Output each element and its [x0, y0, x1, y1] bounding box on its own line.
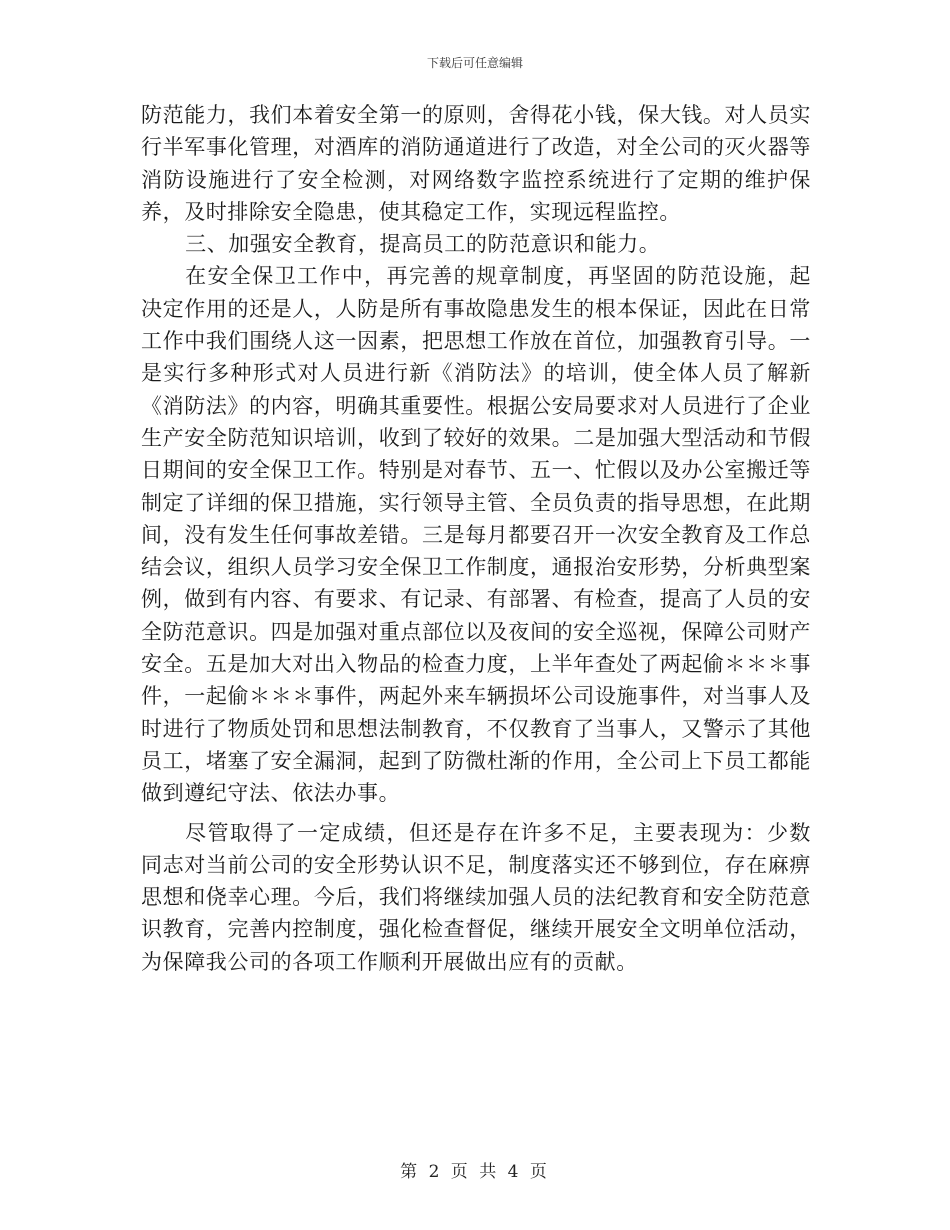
document-body	[141, 99, 811, 978]
page-footer: 第 2 页 共 4 页	[400, 1162, 550, 1182]
page-header: 下载后可任意编辑	[426, 56, 523, 70]
paragraph-conclusion: 尽管取得了一定成绩，但还是存在许多不足，主要表现为：少数同志对当前公司的安全形势认识不足，制度落实还不够到位，存在麻痹思想和侥幸心理。今后，我们将继续加强人员的法纪教育和安全防范意识教育，完善内控制度，强化检查督促，继续开展安全文明单位活动，为保障我公司的各项工作顺利开展做出应有的贡献。	[141, 820, 811, 974]
paragraph-continuation: 防范能力，我们本着安全第一的原则，舍得花小钱，保大钱。对人员实行半军事化管理，对酒库的消防通道进行了改造，对全公司的灭火器等消防设施进行了安全检测，对网络数字监控系统进行了定期的维护保养，及时排除安全隐患，使其稳定工作，实现远程监控。	[141, 103, 811, 224]
paragraph-safety-education: 在安全保卫工作中，再完善的规章制度，再坚固的防范设施，起决定作用的还是人，人防是所有事故隐患发生的根本保证，因此在日常工作中我们围绕人这一因素，把思想工作放在首位，加强教育引导。一是实行多种形式对人员进行新《消防法》的培训，使全体人员了解新《消防法》的内容，明确其重要性。根据公安局要求对人员进行了企业生产安全防范知识培训，收到了较好的效果。二是加强大型活动和节假日期间的安全保卫工作。特别是对春节、五一、忙假以及办公室搬迁等制定了详细的保卫措施，实行领导主管、全员负责的指导思想，在此期间，没有发生任何事故差错。三是每月都要召开一次安全教育及工作总结会议，组织人员学习安全保卫工作制度，通报治安形势，分析典型案例，做到有内容、有要求、有记录、有部署、有检查，提高了人员的安全防范意识。四是加强对重点部位以及夜间的安全巡视，保障公司财产安全。五是加大对出入物品的检查力度，上半年查处了两起偷＊＊＊事件，一起偷＊＊＊事件，两起外来车辆损坏公司设施事件，对当事人及时进行了物质处罚和思想法制教育，不仅教育了当事人，又警示了其他员工，堵塞了安全漏洞，起到了防微杜渐的作用，全公司上下员工都能做到遵纪守法、依法办事。	[141, 264, 811, 806]
section-heading: 三、加强安全教育，提高员工的防范意识和能力。	[185, 232, 661, 257]
